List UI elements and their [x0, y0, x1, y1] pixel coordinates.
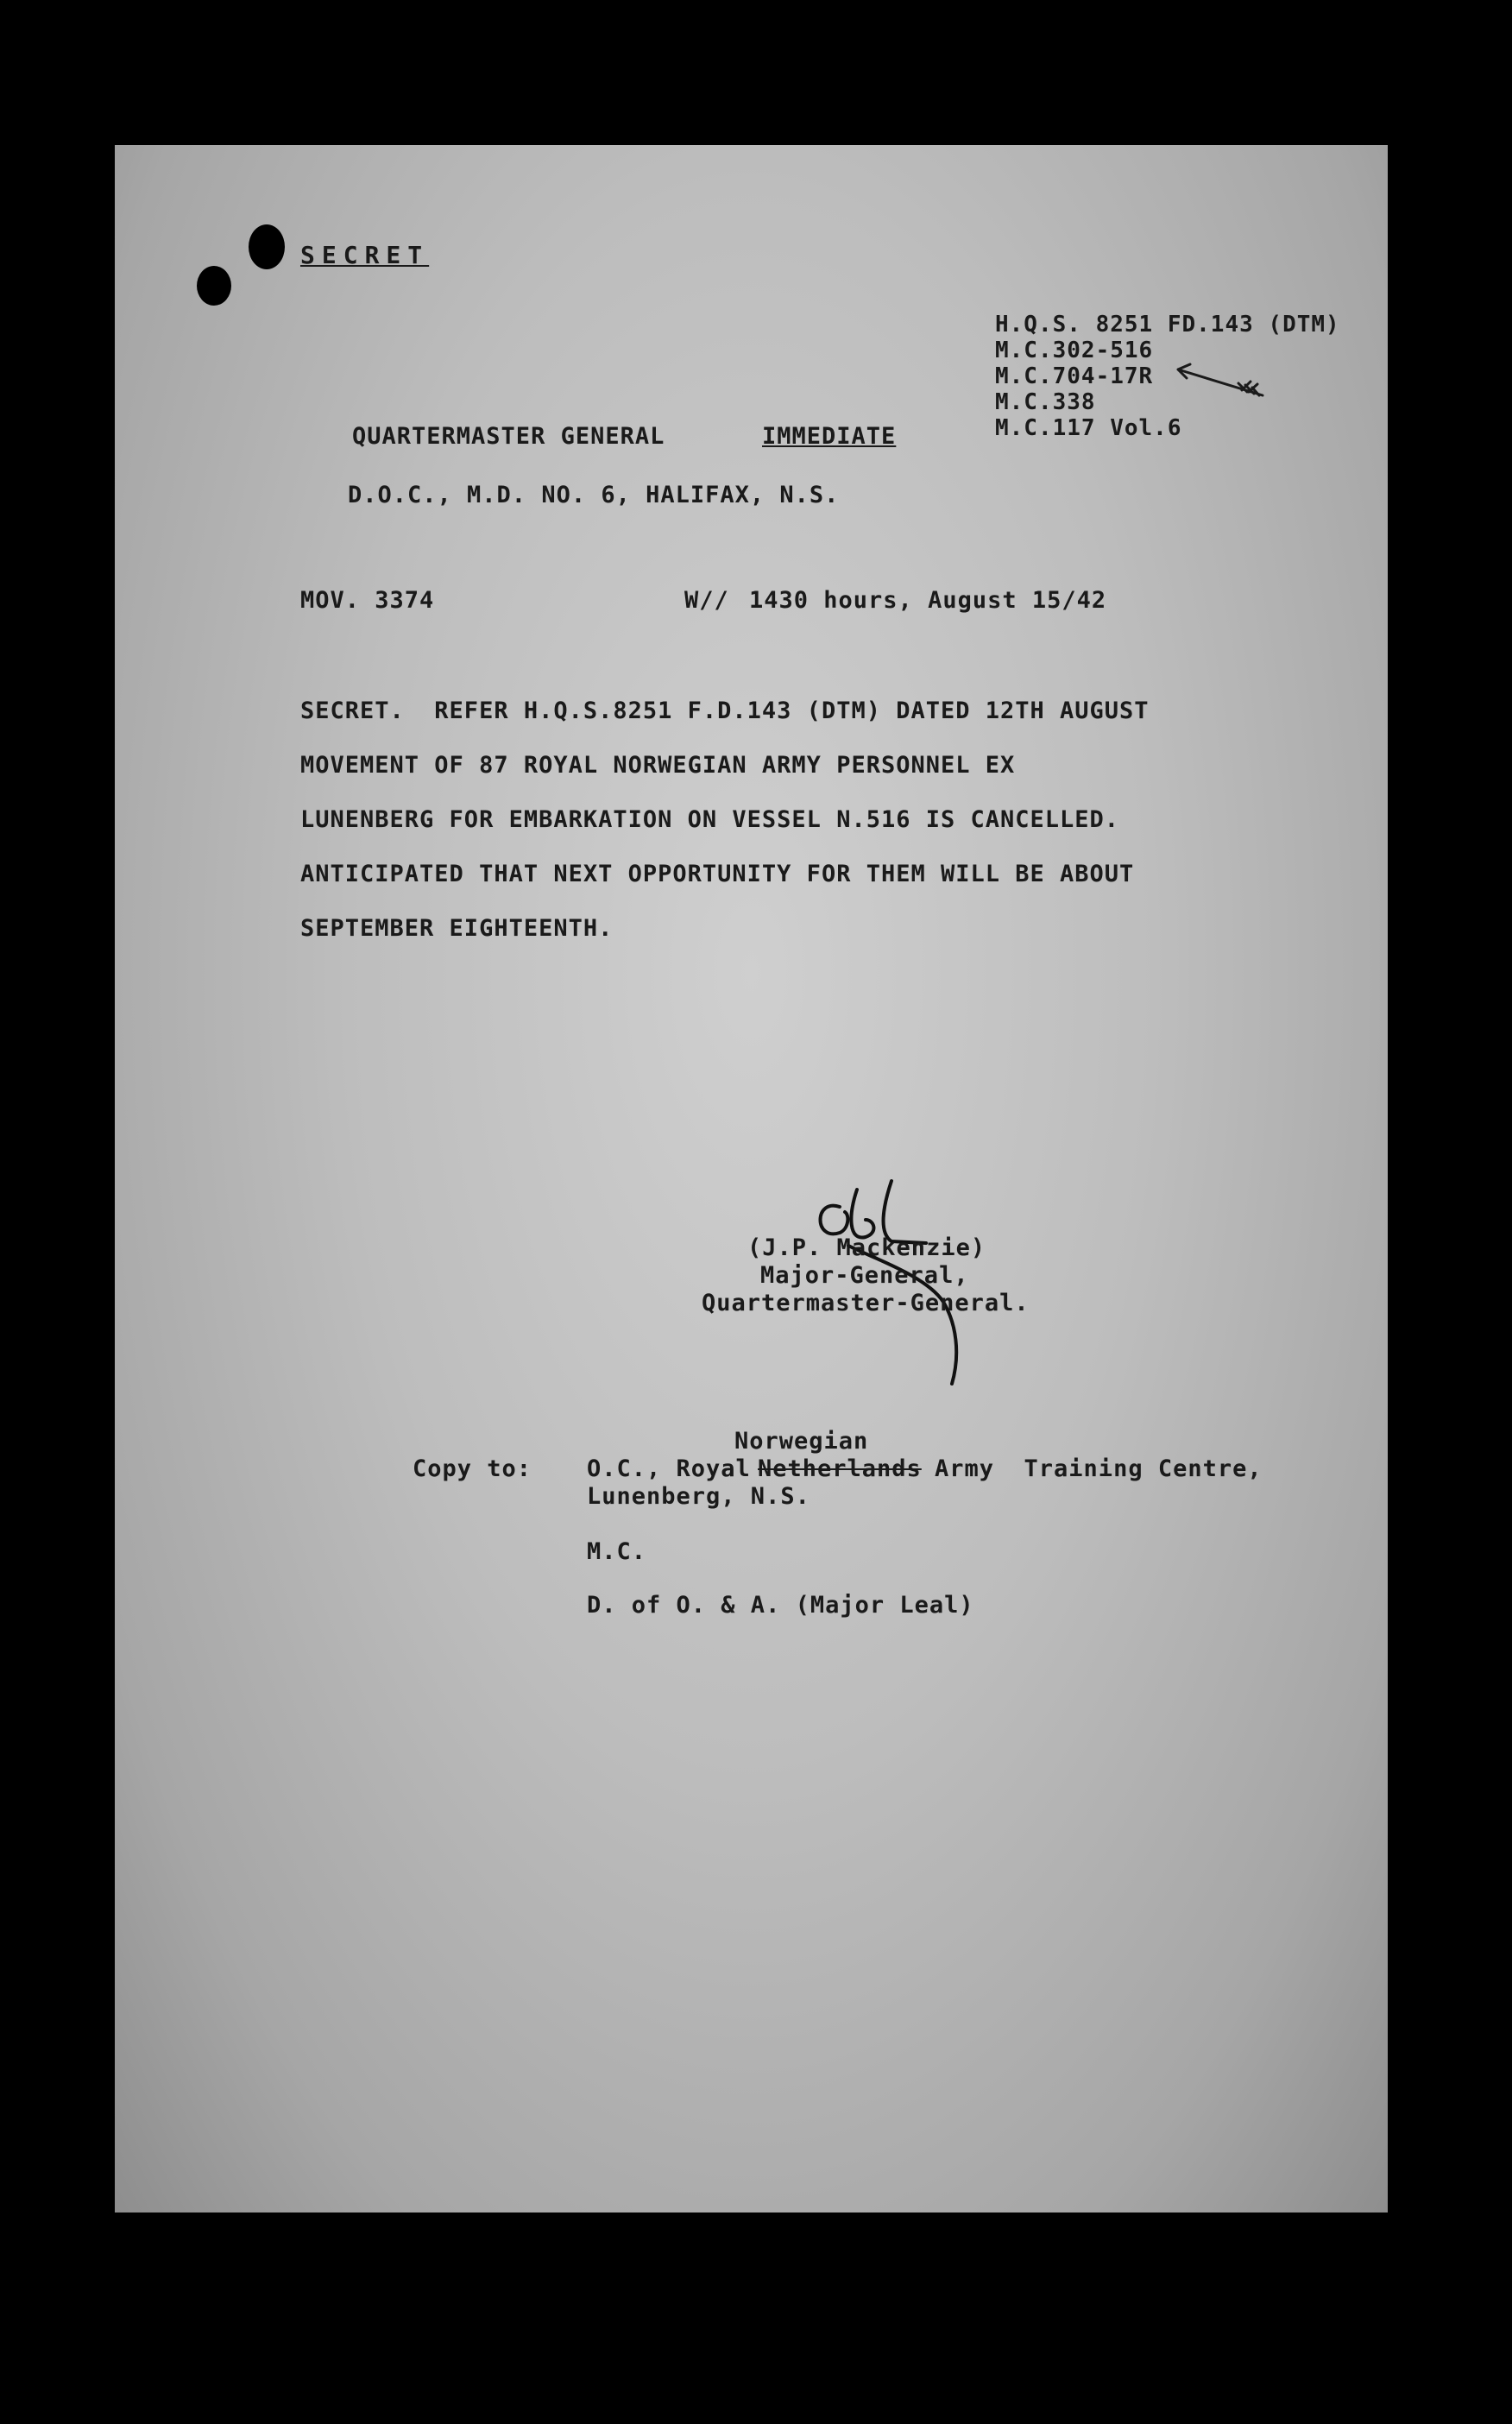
body-line-2: MOVEMENT OF 87 ROYAL NORWEGIAN ARMY PERSONNEL EX [300, 752, 1016, 779]
file-ref-5: M.C.117 Vol.6 [995, 415, 1182, 441]
distribution-copy-2: M.C. [587, 1538, 647, 1565]
classification-marking: SECRET [300, 241, 430, 269]
body-line-1: SECRET. REFER H.Q.S.8251 F.D.143 (DTM) DATED 12TH AUGUST [300, 698, 1150, 724]
file-ref-1: H.Q.S. 8251 FD.143 (DTM) [995, 312, 1340, 338]
distribution-insertion: Norwegian [734, 1428, 869, 1455]
message-number: MOV. 3374 [300, 587, 435, 614]
time-prefix: W// [684, 587, 729, 614]
distribution-line1-prefix: O.C., Royal [587, 1455, 751, 1482]
body-line-4: ANTICIPATED THAT NEXT OPPORTUNITY FOR THEM WILL BE ABOUT [300, 861, 1135, 887]
file-ref-4: M.C.338 [995, 389, 1096, 415]
distribution-line1-struck: Netherlands [758, 1455, 922, 1482]
punch-hole [197, 266, 231, 306]
signatory-rank: Major-General, [760, 1262, 969, 1289]
distribution-line2: Lunenberg, N.S. [587, 1483, 810, 1510]
distribution-copy-3: D. of O. & A. (Major Leal) [587, 1592, 974, 1619]
from-line: QUARTERMASTER GENERAL [352, 423, 665, 450]
body-line-3: LUNENBERG FOR EMBARKATION ON VESSEL N.516 IS CANCELLED. [300, 806, 1120, 833]
signatory-title: Quartermaster-General. [702, 1290, 1030, 1316]
document-sheet [115, 145, 1388, 2213]
body-line-5: SEPTEMBER EIGHTEENTH. [300, 915, 614, 942]
file-ref-3: M.C.704-17R [995, 363, 1154, 389]
signatory-name: (J.P. Mackenzie) [747, 1234, 986, 1261]
to-line: D.O.C., M.D. NO. 6, HALIFAX, N.S. [348, 482, 840, 508]
distribution-label: Copy to: [413, 1455, 532, 1482]
priority-marking: IMMEDIATE [762, 423, 897, 450]
handwritten-arrow-icon [1176, 361, 1271, 404]
message-time: 1430 hours, August 15/42 [749, 587, 1107, 614]
distribution-line1-suffix: Army Training Centre, [935, 1455, 1263, 1482]
punch-hole [249, 224, 285, 269]
file-ref-2: M.C.302-516 [995, 338, 1154, 363]
